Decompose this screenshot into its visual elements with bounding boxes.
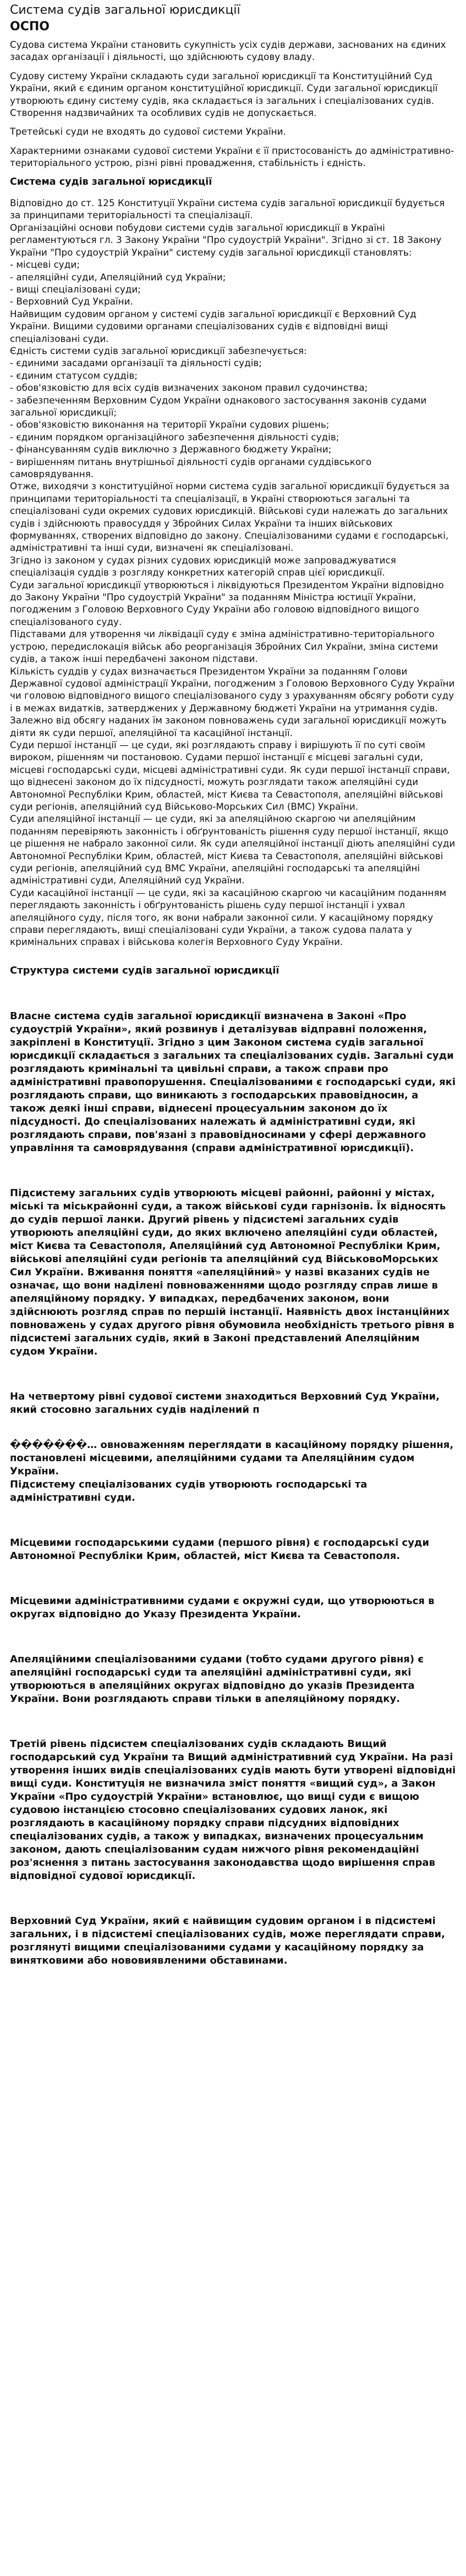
law-paragraph: Підставами для утворення чи ліквідації суду є зміна адміністративно-територіального устрою, передислокація військ або реорганізація Збройних Сил України, зміна системи судів, а також інші передбачені законом підстави. [10, 628, 438, 665]
law-paragraph: Відповідно до ст. 125 Конституції України система судів загальної юрисдикції будується за принципами територіальності та спеціалізації. [10, 197, 445, 221]
law-paragraph: - єдиними засадами організації та діяльності судів; [10, 357, 262, 369]
law-paragraph: Суди апеляційної інстанції — це суди, які за апеляційною скаргою чи апеляційним поданням перевіряють законність і обґрунтованість рішення суду першої інстанції, якщо це рішення не набрало законної сили. Як суди апеляційної інстанції діють апеляційні суди Автономної Республіки Крим, областей, міст Києва та Севастополя, апеляційні військові суди регіонів, апеляційний суд ВМС України, апеляційні господарські та апеляційні адміністративні суди, Апеляційний суд України. [10, 813, 456, 886]
law-paragraph: - обов'язковістю для всіх судів визначених законом правил судочинства; [10, 382, 368, 394]
structure-paragraph: Апеляційними спеціалізованими судами (тобто судами другого рівня) є апеляційні господарські суди та апеляційні адміністративні суди, які утворюються в апеляційних округах відповідно до указів Президента України. Вони розглядають справи тільки в апеляційному порядку. [10, 1654, 424, 1705]
law-paragraph: Суди касаційної інстанції — це суди, які за касаційною скаргою чи касаційним поданням переглядають законність і обґрунтованість рішень суду першої інстанції і ухвал апеляційного суду, після того, як вони набрали законної сили. У касаційному порядку справи переглядають, вищі спеціалізовані суди України, а також судова палата у кримінальних справах і військова колегія Верховного Суду України. [10, 887, 447, 948]
law-paragraph: Суди першої інстанції — це суди, які розглядають справу і вирішують її по суті своїм вироком, рішенням чи постановою. Судами першої інстанції є місцеві загальні суди, місцеві господарські суди, місцеві адміністративні суди. Як суди першої інстанції справи, що віднесені законом до їх підсудності, можуть розглядати також апеляційні суди Автономної Республіки Крим, областей, міст Києва та Севастополя, апеляційні військові суди регіонів, апеляційний суд Військово-Морських Сил (ВМС) України. [10, 739, 450, 812]
structure-paragraph: Власне система судів загальної юрисдикції визначена в Законі «Про судоустрій України», який розвинув і деталізував відправні положення, закріплені в Конституції. Згідно з цим Законом система судів загальної юрисдикції складається з загальних та спеціалізованих судів. Загальні суди розглядають кримінальні та цивільні справи, а також справи про адміністративні правопорушення. Спеціалізованими є господарські суди, які розглядають справи, що виникають з господарських правовідносин, а також деякі інші справи, віднесені процесуальним законом до їх підсудності. До спеціалізованих належать й адміністративні суди, які розглядають справи, пов'язані з правовідносинами у сфері державного управління та самоврядування (справи адміністративної юрисдикції). [10, 1010, 456, 1154]
structure-paragraph: �������… овноваженням переглядати в касаційному порядку рішення, постановлені місцевими, апеляційними судами та Апеляційним судом України. [10, 1439, 454, 1478]
intro-paragraph: Характерними ознаками судової системи України є її пристосованість до адміністративно-територіального устрою, різні рівні провадження, стабільність і єдність. [10, 145, 454, 169]
structure-paragraph: На четвертому рівні судової системи знаходиться Верховний Суд України, який стосовно загальних судів наділений п [10, 1391, 440, 1416]
intro-section [10, 38, 456, 169]
intro-paragraph: Судову систему України складають суди загальної юрисдикції та Конституційний Суд України, який є єдиним органом конституційної юрисдикції. Суди загальної юрисдикції утворюють єдину систему судів, яка складається із загальних і спеціалізованих судів. Створення надзвичайних та особливих судів не допускається. [10, 70, 438, 119]
structure-paragraph: Верховний Суд України, який є найвищим судовим органом і в підсистемі загальних, і в підсистемі спеціалізованих судів, може переглядати справи, розглянуті вищими спеціалізованими судами у касаційному порядку за винятковими або нововиявленими обставинами. [10, 1915, 446, 1967]
law-section [10, 197, 456, 948]
law-paragraph: Згідно із законом у судах різних судових юрисдикцій може запроваджуватися спеціалізація суддів з розгляду конкретних категорій справ цієї юрисдикції. [10, 554, 396, 578]
intro-paragraph: Третейські суди не входять до судової системи України. [10, 126, 286, 137]
law-paragraph: Кількість суддів у судах визначається Президентом України за поданням Голови Державної судової адміністрації України, погодженим з Головою Верховного Суду України чи головою відповідного вищого спеціалізованого суду з урахуванням обсягу роботи суду і в межах видатків, затверджених у Державному бюджеті України на утримання судів. [10, 665, 455, 714]
law-paragraph: - фінансуванням судів виключно з Державного бюджету України; [10, 444, 332, 455]
section-heading: Структура системи судів загальної юрисдикції [10, 964, 279, 976]
law-paragraph: - єдиним статусом суддів; [10, 369, 138, 381]
law-paragraph: Отже, виходячи з конституційної норми система судів загальної юрисдикції будується за принципами територіальності та спеціалізації, в Україні створюються загальні та спеціалізовані суди окремих судових юрисдикцій. Військові суди належать до загальних судів і здійснюють правосуддя у Збройних Силах України та інших військових формуваннях, створених відповідно до закону. Спеціалізованими судами є господарські, адміністративні та інші суди, визначені як спеціалізовані. [10, 480, 449, 554]
law-paragraph: Єдність системи судів загальної юрисдикції забезпечується: [10, 345, 307, 356]
law-paragraph: - вищі спеціалізовані суди; [10, 283, 141, 295]
structure-paragraph: Підсистему загальних судів утворюють місцеві районні, районні у містах, міські та міськрайонні суди, а також військові суди гарнізонів. Їх відносять до судів першої ланки. Другий рівень у підсистемі загальних судів утворюють апеляційні суди, до яких включено апеляційні суди областей, міст Києва та Севастополя, Апеляційний суд Автономної Республіки Крим, військові апеляційні суди регіонів та апеляційний суд ВійськовоМорських Сил України. Вживання поняття «апеляційний» у назві вказаних судів не означає, що вони наділені повноваженнями щодо розгляду справ лише в апеляційному порядку. У випадках, передбачених законом, вони здійснюють розгляд справ по першій інстанції. Наявність двох інстанційних повноважень у судах другого рівня обумовила необхідність третього рівня в підсистемі загальних судів, який в Законі представлений Апеляційним судом України. [10, 1187, 454, 1358]
law-paragraph: - місцеві суди; [10, 259, 80, 270]
law-paragraph: Залежно від обсягу наданих їм законом повноважень суди загальної юрисдикції можуть діяти як суди першої, апеляційної та касаційної інстанції. [10, 715, 447, 738]
structure-section [10, 1010, 456, 1967]
page-title: Система судів загальної юрисдикції [10, 3, 240, 17]
law-paragraph: Суди загальної юрисдикції утворюються і ліквідуються Президентом України відповідно до Закону України "Про судоустрій України" за поданням Міністра юстиції України, погодженим з Головою Верховного Суду України або головою відповідного вищого спеціалізованого суду. [10, 579, 444, 627]
law-paragraph: Організаційні основи побудови системи судів загальної юрисдикції в Україні регламентуються гл. 3 Закону України "Про судоустрій України". Згідно зі ст. 18 Закону України "Про судоустрій України" систему судів загальної юрисдикції становлять: [10, 222, 442, 258]
structure-paragraph: Місцевими адміністративними судами є окружні суди, що утворюються в округах відповідно до Указу Президента України. [10, 1595, 435, 1621]
law-paragraph: - Верховний Суд України. [10, 296, 133, 307]
intro-paragraph: Судова система України становить сукупність усіх судів держави, заснованих на єдиних засадах організації і діяльності, що здійснюють судову владу. [10, 39, 446, 63]
structure-paragraph: Третій рівень підсистем спеціалізованих судів складають Вищий господарський суд України та Вищий адміністративний суд України. На разі утворення інших видів спеціалізованих судів мають бути утворені відповідні вищі суди. Конституція не визначила зміст поняття «вищий суд», а Закон України «Про судоустрій України» встановлює, що вищі суди є вищою судовою інстанцією стосовно спеціалізованих судових ланок, які розглядають в касаційному порядку справи підсудних відповідних спеціалізованих судів, а також у випадках, визначених процесуальним законом, дають спеціалізованим судам нижчого рівня рекомендаційні роз'яснення з питань застосування законодавства щодо вирішення справ відповідної судової юрисдикції. [10, 1738, 456, 1882]
law-paragraph: - обов'язковістю виконання на території України судових рішень; [10, 419, 330, 430]
law-paragraph: - єдиним порядком організаційного забезпечення діяльності судів; [10, 431, 339, 443]
law-paragraph: - вирішенням питань внутрішньої діяльності судів органами суддівського самоврядування. [10, 456, 372, 479]
structure-paragraph: Підсистему спеціалізованих судів утворюють господарські та адміністративні суди. [10, 1479, 368, 1504]
law-paragraph: Найвищим судовим органом у системі судів загальної юрисдикції є Верховний Суд України. Вищими судовими органами спеціалізованих судів є відповідні вищі спеціалізовані суди. [10, 308, 416, 344]
page-subtitle: ОСПО [10, 20, 50, 34]
document-page [0, 2, 466, 1967]
law-paragraph: - апеляційні суди, Апеляційний суд України; [10, 271, 226, 283]
section-heading: Система судів загальної юрисдикції [10, 176, 212, 187]
law-paragraph: - забезпеченням Верховним Судом України однакового застосування законів судами загальної юрисдикції; [10, 394, 427, 418]
structure-paragraph: Місцевими господарськими судами (першого рівня) є господарські суди Автономної Республіки Крим, областей, міст Києва та Севастополя. [10, 1537, 430, 1562]
